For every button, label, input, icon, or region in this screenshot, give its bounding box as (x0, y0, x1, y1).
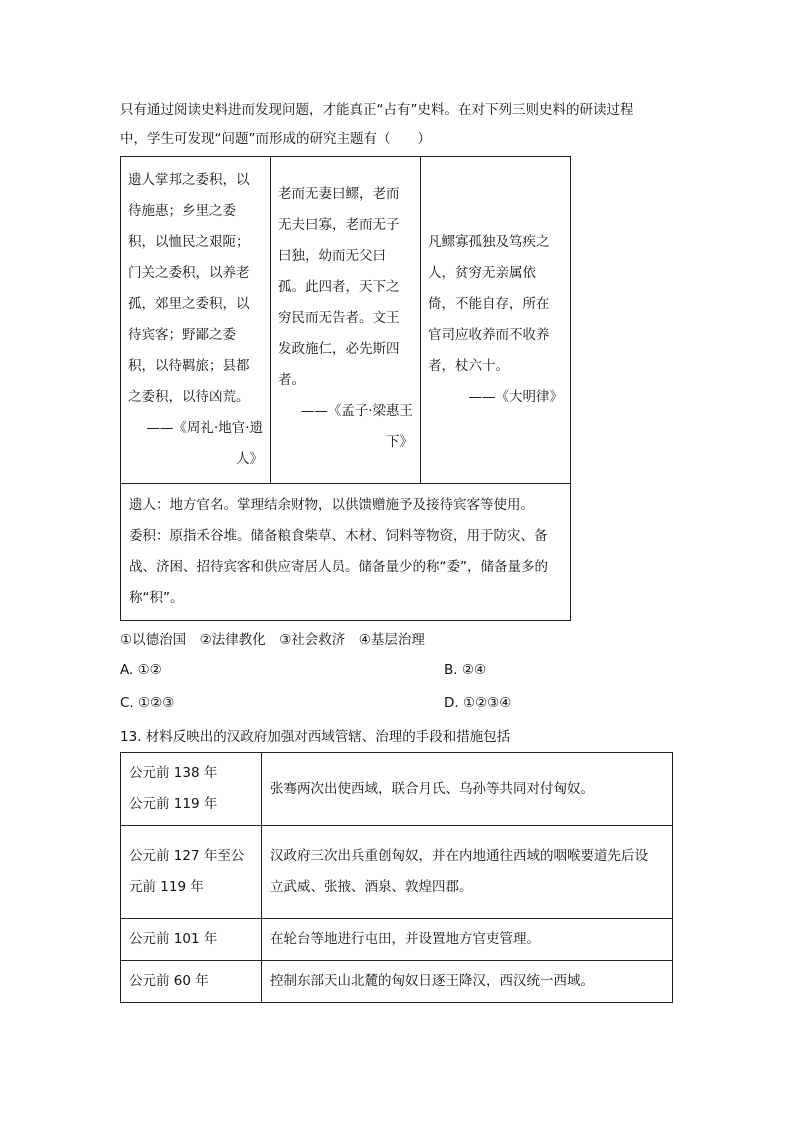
text-line: 凡鳏寡孤独及笃疾之 (428, 234, 550, 250)
source-mencius (271, 157, 421, 484)
text-line: 门关之委积，以养老 (128, 265, 250, 281)
source-citation: ——《周礼·地官·遗 (146, 420, 263, 436)
text-line: 积，以待羁旅；县都 (128, 358, 250, 374)
source-zhouli (121, 157, 271, 484)
option-d[interactable]: D. ①②③④ (444, 695, 512, 711)
text-line: 穷民而无告者。文王 (278, 310, 400, 326)
source-citation: ——《大明律》 (468, 389, 563, 405)
q12-notes (121, 484, 571, 621)
q12-stem-line: 中，学生可发现“问题”而形成的研究主题有（ ） (120, 131, 431, 147)
note-line: 委积：原指禾谷堆。储备粮食柴草、木材、饲料等物资，用于防灾、备 (129, 528, 548, 544)
q12-sources-table (120, 156, 571, 621)
year-line: 元前 119 年 (129, 879, 204, 895)
text-line: 待宾客；野鄙之委 (128, 327, 236, 343)
source-citation: 下》 (386, 434, 413, 450)
q12-options-row (120, 655, 680, 685)
text-line: 待施惠；乡里之委 (128, 203, 236, 219)
year-cell (121, 753, 262, 826)
event-line: 在轮台等地进行屯田，并设置地方官吏管理。 (270, 931, 540, 947)
text-line: 者。 (278, 372, 305, 388)
table-row (121, 753, 673, 826)
q12-stem (120, 96, 680, 154)
year-cell (121, 961, 262, 1003)
q12-statements: ①以德治国 ②法律教化 ③社会救济 ④基层治理 (120, 632, 425, 648)
text-line: 孤，郊里之委积，以 (128, 296, 250, 312)
source-citation: ——《孟子·梁惠王 (300, 403, 413, 419)
text-line: 曰独，幼而无父曰 (278, 248, 386, 264)
event-line: 立武威、张掖、酒泉、敦煌四郡。 (270, 879, 473, 895)
exam-page (120, 96, 680, 1003)
year-line: 公元前 138 年 (129, 765, 218, 781)
text-line: 人，贫穷无亲属依 (428, 265, 536, 281)
source-citation: 人》 (236, 451, 263, 467)
year-line: 公元前 119 年 (129, 796, 218, 812)
text-line: 之委积，以待凶荒。 (128, 389, 250, 405)
text-line: 发政施仁，必先斯四 (278, 341, 400, 357)
option-c[interactable]: C. ①②③ (120, 695, 175, 711)
event-cell (262, 919, 673, 961)
event-cell (262, 961, 673, 1003)
year-line: 公元前 127 年至公 (129, 848, 245, 864)
text-line: 官司应收养而不收养 (428, 327, 550, 343)
year-line: 公元前 101 年 (129, 931, 218, 947)
year-cell (121, 826, 262, 919)
text-line: 孤。此四者，天下之 (278, 279, 400, 295)
q13-timeline-table (120, 752, 673, 1003)
text-line: 者，杖六十。 (428, 358, 509, 374)
q12-options-row (120, 688, 680, 718)
event-line: 汉政府三次出兵重创匈奴，并在内地通往西域的咽喉要道先后设 (270, 848, 648, 864)
table-row (121, 826, 673, 919)
q13-stem: 13. 材料反映出的汉政府加强对西域管辖、治理的手段和措施包括 (120, 729, 511, 745)
note-line: 称“积”。 (129, 590, 184, 606)
note-line: 遗人：地方官名。掌理结余财物，以供馈赠施予及接待宾客等使用。 (129, 497, 534, 513)
text-line: 老而无妻曰鳏，老而 (278, 186, 400, 202)
table-row (121, 919, 673, 961)
text-line: 遗人掌邦之委积，以 (128, 172, 250, 188)
year-cell (121, 919, 262, 961)
event-line: 张骞两次出使西域，联合月氏、乌孙等共同对付匈奴。 (270, 780, 594, 797)
year-line: 公元前 60 年 (129, 973, 209, 989)
table-row (121, 961, 673, 1003)
text-line: 倚，不能自存，所在 (428, 296, 550, 312)
option-a[interactable]: A. ①② (120, 662, 162, 678)
text-line: 积，以恤民之艰阨； (128, 234, 250, 250)
source-daminglv (421, 157, 571, 484)
text-line: 无夫曰寡，老而无子 (278, 217, 400, 233)
note-line: 战、济困、招待宾客和供应寄居人员。储备量少的称“委”，储备量多的 (129, 559, 548, 575)
q12-stem-line: 只有通过阅读史料进而发现问题，才能真正“占有”史料。在对下列三则史料的研读过程 (120, 102, 634, 118)
event-line: 控制东部天山北麓的匈奴日逐王降汉，西汉统一西域。 (270, 973, 594, 989)
event-cell (262, 826, 673, 919)
event-cell (262, 753, 673, 826)
option-b[interactable]: B. ②④ (444, 662, 487, 678)
